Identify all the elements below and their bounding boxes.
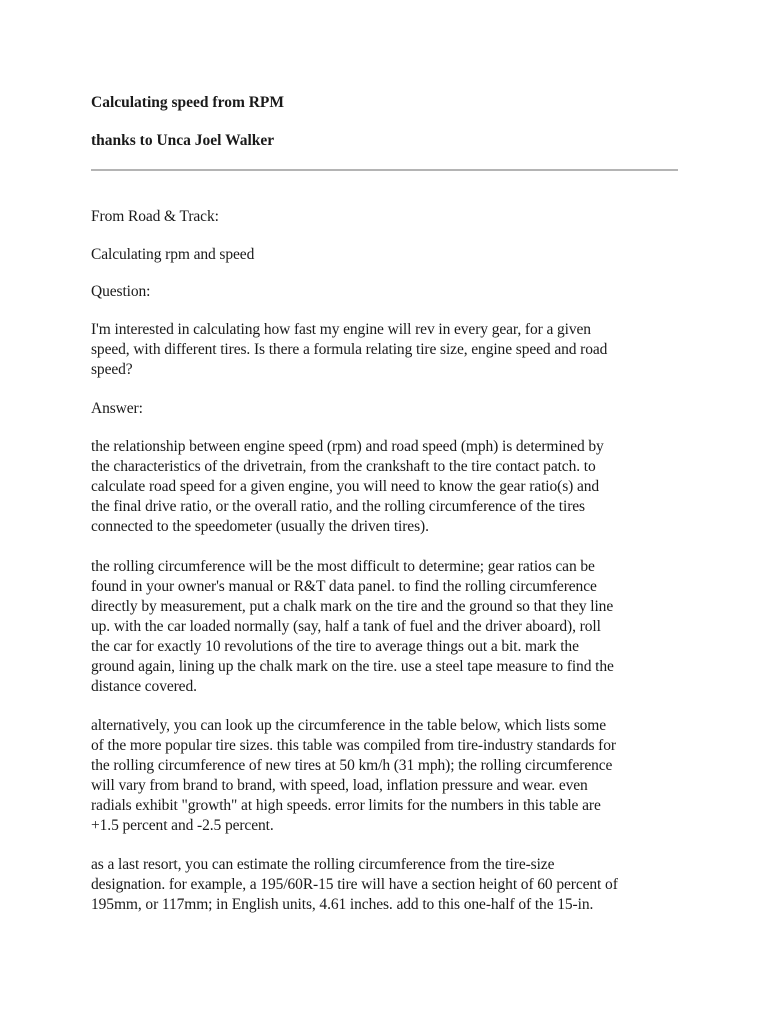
text-line: 195mm, or 117mm; in English units, 4.61 inches. add to this one-half of the 15-in. [91,896,594,913]
text-line: alternatively, you can look up the circumference in the table below, which lists some [91,717,607,734]
document-subtitle: thanks to Unca Joel Walker [91,132,275,149]
text-line: the car for exactly 10 revolutions of the tire to average things out a bit. mark the [91,638,579,655]
text-line: speed? [91,361,133,378]
answer-paragraph [91,557,679,697]
text-line: the relationship between engine speed (rpm) and road speed (mph) is determined by [91,438,604,455]
text-line: ground again, lining up the chalk mark on the tire. use a steel tape measure to find the [91,658,614,675]
text-line: radials exhibit "growth" at high speeds. error limits for the numbers in this table are [91,797,601,814]
text-line: found in your owner's manual or R&T data panel. to find the rolling circumference [91,578,597,595]
text-line: the rolling circumference of new tires at 50 km/h (31 mph); the rolling circumference [91,757,613,774]
question-label: Question: [91,283,151,300]
text-line: the final drive ratio, or the overall ratio, and the rolling circumference of the tires [91,498,585,515]
text-line: +1.5 percent and -2.5 percent. [91,817,274,834]
topic-line: Calculating rpm and speed [91,246,255,263]
text-line: of the more popular tire sizes. this table was compiled from tire-industry standards for [91,737,616,754]
question-paragraph [91,320,679,380]
text-line: directly by measurement, put a chalk mark on the tire and the ground so that they line [91,598,614,615]
answer-label: Answer: [91,400,143,417]
text-line: the characteristics of the drivetrain, from the crankshaft to the tire contact patch. to [91,458,596,475]
answer-paragraph [91,855,679,915]
text-line: the rolling circumference will be the most difficult to determine; gear ratios can be [91,558,595,575]
document-title: Calculating speed from RPM [91,94,285,111]
text-line: up. with the car loaded normally (say, half a tank of fuel and the driver aboard), roll [91,618,601,635]
text-line: speed, with different tires. Is there a formula relating tire size, engine speed and road [91,341,608,358]
text-line: as a last resort, you can estimate the rolling circumference from the tire-size [91,856,555,873]
text-line: connected to the speedometer (usually the driven tires). [91,518,429,535]
text-line: I'm interested in calculating how fast my engine will rev in every gear, for a given [91,321,591,338]
answer-paragraph [91,716,679,836]
text-line: calculate road speed for a given engine, you will need to know the gear ratio(s) and [91,478,600,495]
text-line: distance covered. [91,678,197,695]
source-line: From Road & Track: [91,208,219,225]
horizontal-divider [91,169,678,171]
answer-paragraph [91,437,679,537]
text-line: designation. for example, a 195/60R-15 tire will have a section height of 60 percent of [91,876,618,893]
text-line: will vary from brand to brand, with speed, load, inflation pressure and wear. even [91,777,588,794]
